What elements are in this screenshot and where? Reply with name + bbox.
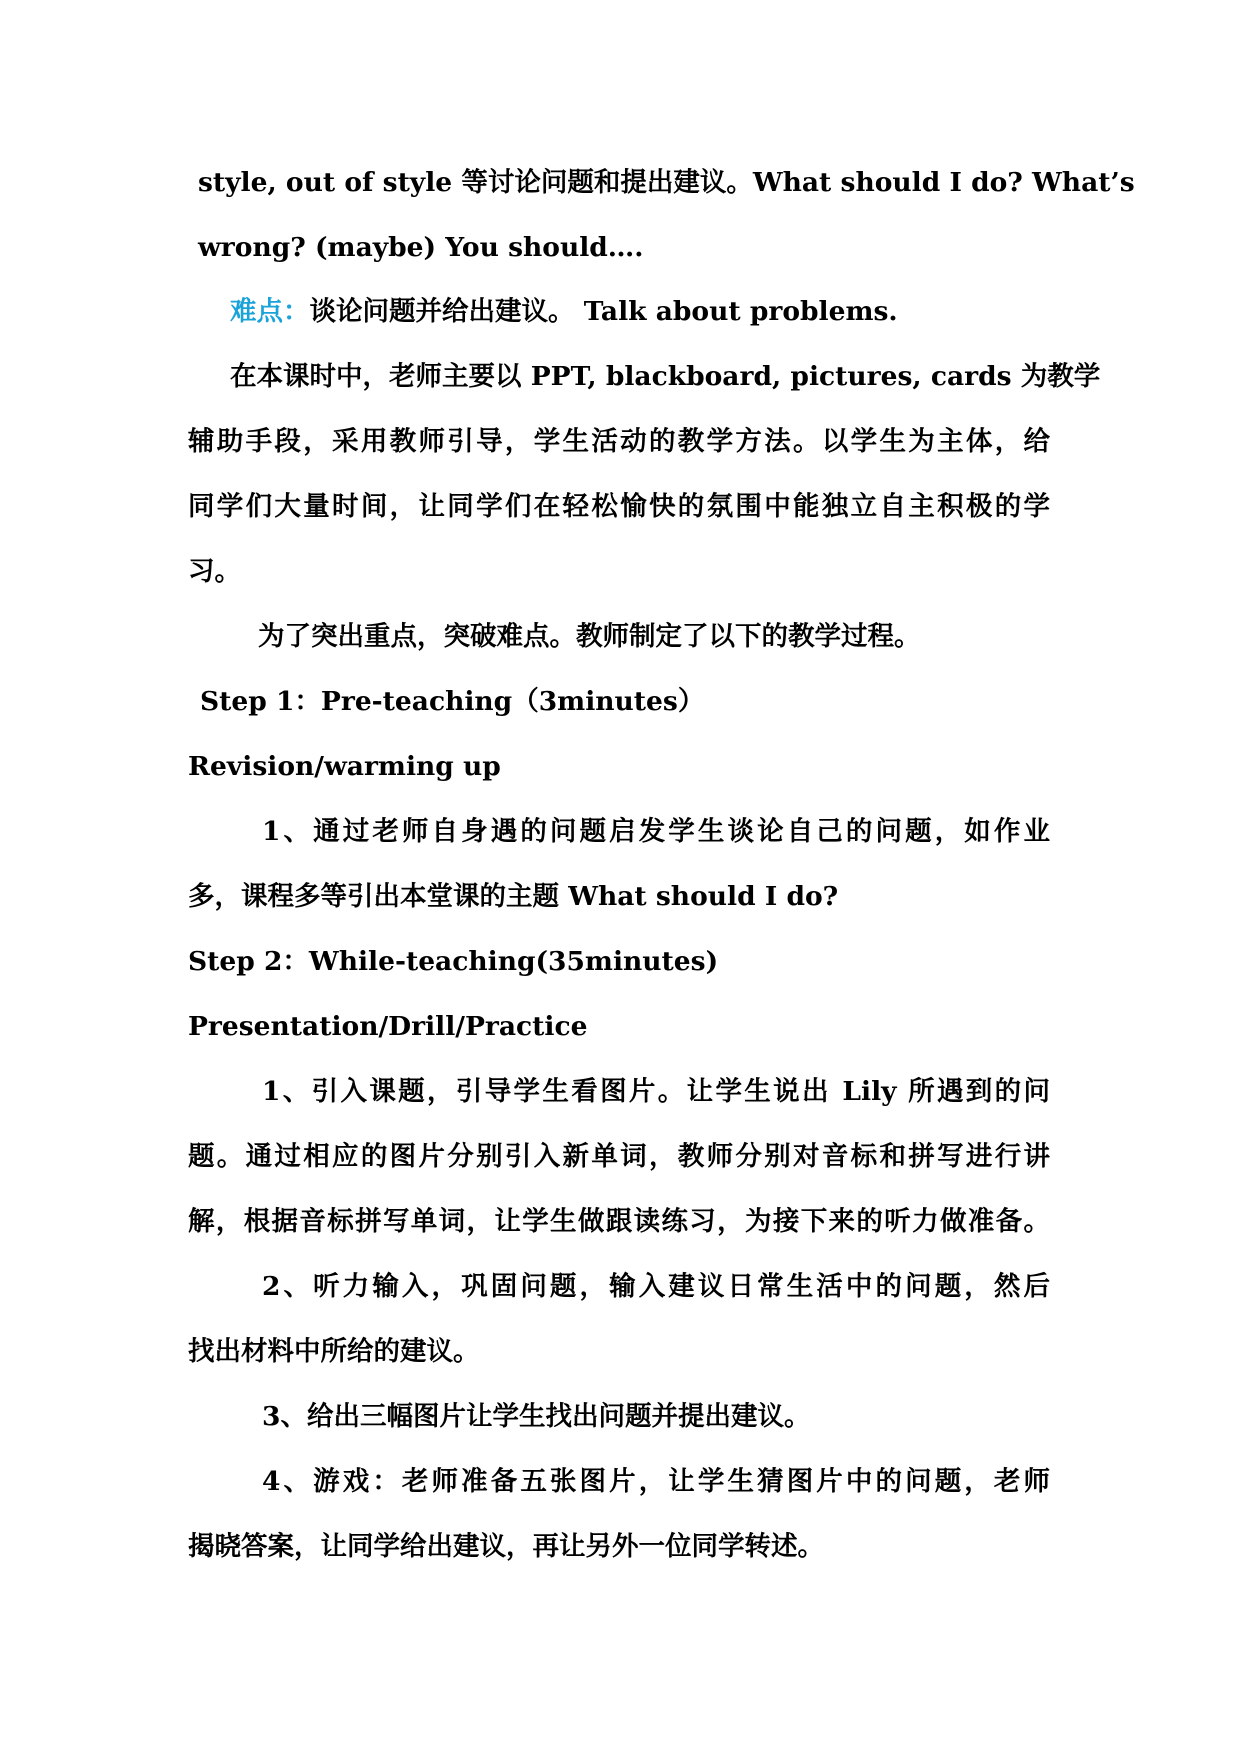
difficulty-label: 难点： bbox=[230, 296, 310, 327]
difficulty-text: 谈论问题并给出建议。 Talk about problems. bbox=[309, 296, 898, 327]
paragraph-line: 1、引入课题，引导学生看图片。让学生说出 Lily 所遇到的问 bbox=[262, 1076, 1050, 1107]
paragraph-line: 找出材料中所给的建议。 bbox=[188, 1336, 480, 1367]
paragraph-line: wrong? (maybe) You should…. bbox=[198, 232, 644, 263]
paragraph-line: 同学们大量时间，让同学们在轻松愉快的氛围中能独立自主积极的学 bbox=[188, 491, 1050, 522]
section-heading: Step 1：Pre-teaching（3minutes） bbox=[200, 686, 705, 717]
paragraph-line: 3、给出三幅图片让学生找出问题并提出建议。 bbox=[262, 1401, 811, 1432]
paragraph-line: 解，根据音标拼写单词，让学生做跟读练习，为接下来的听力做准备。 bbox=[188, 1206, 1050, 1237]
paragraph-line: 题。通过相应的图片分别引入新单词，教师分别对音标和拼写进行讲 bbox=[188, 1141, 1050, 1172]
paragraph-line: style, out of style 等讨论问题和提出建议。What should I do? What’s bbox=[198, 167, 1135, 198]
paragraph-line: 辅助手段，采用教师引导，学生活动的教学方法。以学生为主体，给 bbox=[188, 426, 1050, 457]
section-subheading: Presentation/Drill/Practice bbox=[188, 1011, 588, 1042]
paragraph-line: 在本课时中，老师主要以 PPT, blackboard, pictures, cards 为教学 bbox=[230, 361, 1101, 392]
section-heading: Step 2：While-teaching(35minutes) bbox=[188, 946, 719, 977]
paragraph-line: 揭晓答案，让同学给出建议，再让另外一位同学转述。 bbox=[188, 1531, 824, 1562]
paragraph-line: 1、通过老师自身遇的问题启发学生谈论自己的问题，如作业 bbox=[262, 816, 1050, 847]
difficulty-line bbox=[230, 292, 1110, 332]
paragraph-line: 多，课程多等引出本堂课的主题 What should I do? bbox=[188, 881, 839, 912]
paragraph-line: 为了突出重点，突破难点。教师制定了以下的教学过程。 bbox=[258, 621, 921, 652]
section-subheading: Revision/warming up bbox=[188, 751, 501, 782]
paragraph-line: 4、游戏：老师准备五张图片，让学生猜图片中的问题，老师 bbox=[262, 1466, 1050, 1497]
paragraph-line: 习。 bbox=[188, 556, 241, 587]
paragraph-line: 2、听力输入，巩固问题，输入建议日常生活中的问题，然后 bbox=[262, 1271, 1050, 1302]
